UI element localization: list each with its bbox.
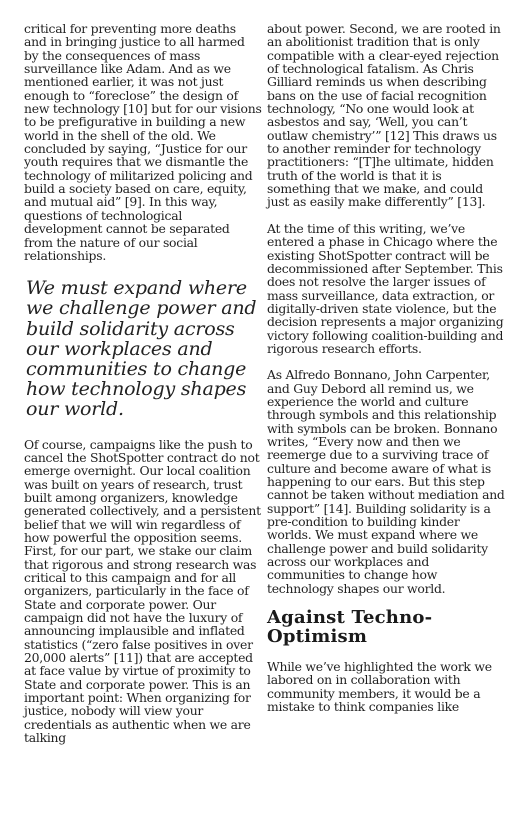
pull-quote: We must expand where we challenge power and build solidarity across our workplaces and communities to change how technology shapes our world. (26, 277, 257, 421)
body-paragraph: While we’ve highlighted the work we labored on in collaboration with community members, it would be a mistake to think companies like (267, 659, 492, 715)
body-paragraph: about power. Second, we are rooted in an abolitionist tradition that is only compatible with a clear-eyed rejection of technological fatalism. As Chris Gilliard reminds us when describing bans on the use of facial recognition technology, “No one would look at asbestos and say, ‘Well, you can’t outlaw chemistry’” [12] This draws us to another reminder for technology practitioners: “[T]he ultimate, hidden truth of the world is that it is something that we make, and could just as easily make differently” [13]. (267, 21, 501, 210)
body-paragraph: Of course, campaigns like the push to cancel the ShotSpotter contract do not emerge overnight. Our local coalition was built on years of research, trust built among organizers, knowledge generated collectively, and a persistent belief that we will win regardless of how powerful the opposition seems. First, for our part, we stake our claim that rigorous and strong research was critical to this campaign and for all organizers, particularly in the face of State and corporate power. Our campaign did not have the luxury of announcing implausible and inflated statistics (“zero false positives in over 20,000 alerts” [11]) that are accepted at face value by virtue of proximity to State and corporate power. This is an important point: When organizing for justice, nobody will view your credentials as authentic when we are talking (24, 436, 261, 746)
body-paragraph: As Alfredo Bonnano, John Carpenter, and Guy Debord all remind us, we experience the world and culture through symbols and this relationship with symbols can be broken. Bonnano writes, “Every now and then we reemerge due to a surviving trace of culture and become aware of what is happening to our ears. But this step cannot be taken without mediation and support” [14]. Building solidarity is a pre-condition to building kinder worlds. We must expand where we challenge power and build solidarity across our workplaces and communities to change how technology shapes our world. (267, 367, 505, 596)
section-heading: Against Techno-Optimism (267, 607, 433, 647)
left-column (24, 22, 262, 758)
body-paragraph: critical for preventing more deaths and in bringing justice to all harmed by the consequences of mass surveillance like Adam. And as we mentioned earlier, it was not just enough to “foreclose” the design of new technology [10] but for our visions to be prefigurative in building a new world in the shell of the old. We concluded by saying, “Justice for our youth requires that we dismantle the technology of militarized policing and build a society based on care, equity, and mutual aid” [9]. In this way, questions of technological development cannot be separated from the nature of our social relationships. (24, 21, 262, 263)
body-paragraph: At the time of this writing, we’ve entered a phase in Chicago where the existing ShotSpotter contract will be decommissioned after September. This does not resolve the larger issues of mass surveillance, data extraction, or digitally-driven state violence, but the decision represents a major organizing victory following coalition-building and rigorous research efforts. (267, 220, 504, 356)
right-column (267, 22, 507, 726)
